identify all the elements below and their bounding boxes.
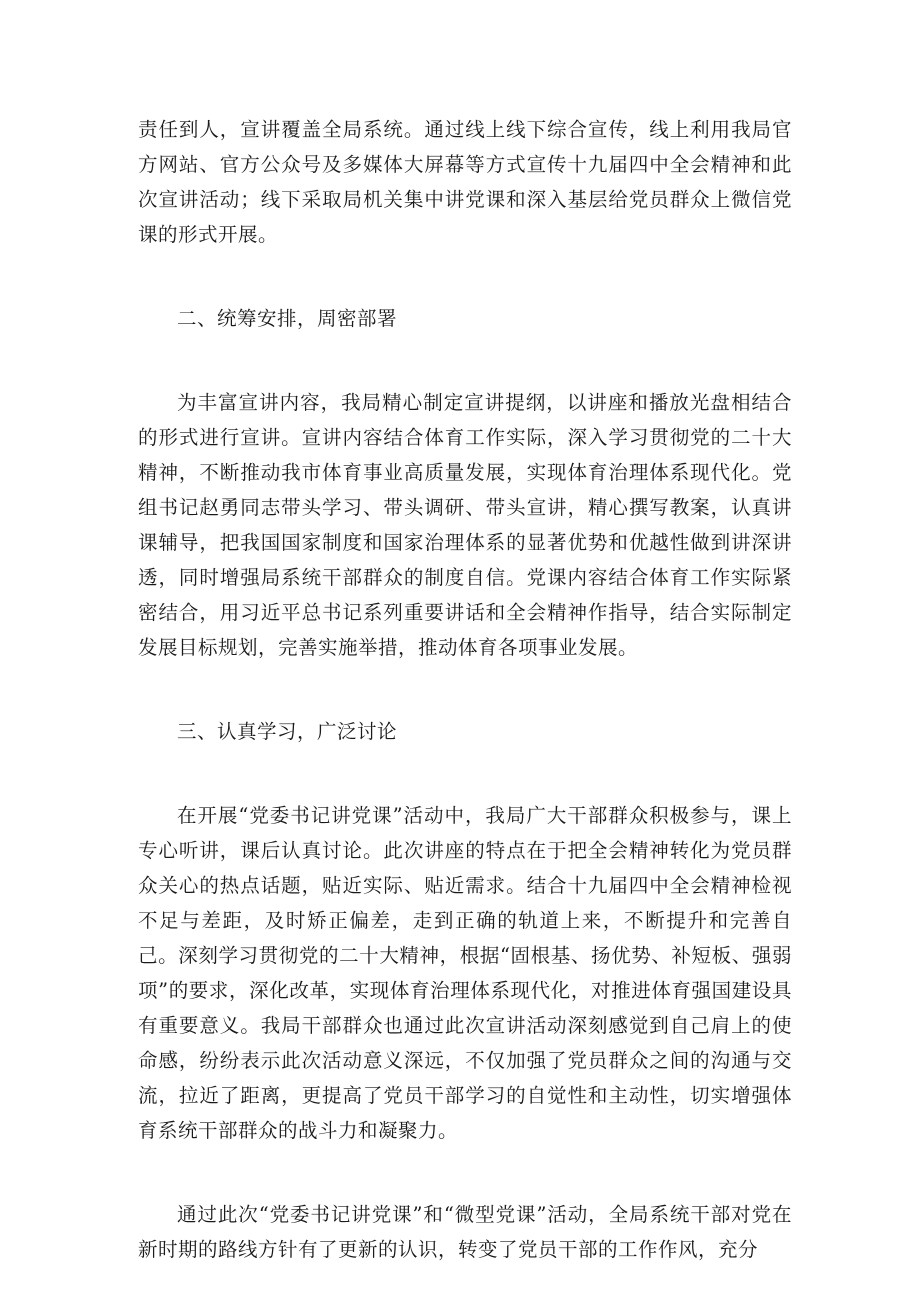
section-heading-3: 三、认真学习，广泛讨论: [177, 720, 398, 743]
paragraph-gap: [138, 252, 792, 301]
paragraph-gap: [138, 749, 792, 798]
paragraph-continuation: 责任到人，宣讲覆盖全局系统。通过线上线下综合宣传，线上利用我局官方网站、官方公众号及多媒体大屏幕等方式宣传十九届四中全会精神和此次宣讲活动；线下采取局机关集中讲党课和深入基层给党员群众上微信党课的形式开展。: [138, 118, 792, 246]
paragraph-gap: [138, 336, 792, 385]
paragraph-conclusion: 通过此次“党委书记讲党课”和“微型党课”活动，全局系统干部对党在新时期的路线方针有了更新的认识，转变了党员干部的工作作风，充分: [138, 1203, 792, 1261]
paragraph-study-discussion: 在开展“党委书记讲党课”活动中，我局广大干部群众积极参与，课上专心听讲，课后认真讨论。此次讲座的特点在于把全会精神转化为党员群众关心的热点话题，贴近实际、贴近需求。结合十九届四中全会精神检视不足与差距，及时矫正偏差，走到正确的轨道上来，不断提升和完善自己。深刻学习贯彻党的二十大精神，根据“固根基、扬优势、补短板、强弱项”的要求，深化改革，实现体育治理体系现代化，对推进体育强国建设具有重要意义。我局干部群众也通过此次宣讲活动深刻感觉到自己肩上的使命感，纷纷表示此次活动意义深远，不仅加强了党员群众之间的沟通与交流，拉近了距离，更提高了党员干部学习的自觉性和主动性，切实增强体育系统干部群众的战斗力和凝聚力。: [138, 804, 792, 1142]
section-heading-2: 二、统筹安排，周密部署: [177, 307, 398, 330]
paragraph-gap: [138, 665, 792, 714]
document-body: [138, 112, 792, 1267]
paragraph-gap: [138, 1148, 792, 1197]
paragraph-propaganda-content: 为丰富宣讲内容，我局精心制定宣讲提纲，以讲座和播放光盘相结合的形式进行宣讲。宣讲内容结合体育工作实际，深入学习贯彻党的二十大精神，不断推动我市体育事业高质量发展，实现体育治理体系现代化。党组书记赵勇同志带头学习、带头调研、带头宣讲，精心撰写教案，认真讲课辅导，把我国国家制度和国家治理体系的显著优势和优越性做到讲深讲透，同时增强局系统干部群众的制度自信。党课内容结合体育工作实际紧密结合，用习近平总书记系列重要讲话和全会精神作指导，结合实际制定发展目标规划，完善实施举措，推动体育各项事业发展。: [138, 391, 792, 659]
